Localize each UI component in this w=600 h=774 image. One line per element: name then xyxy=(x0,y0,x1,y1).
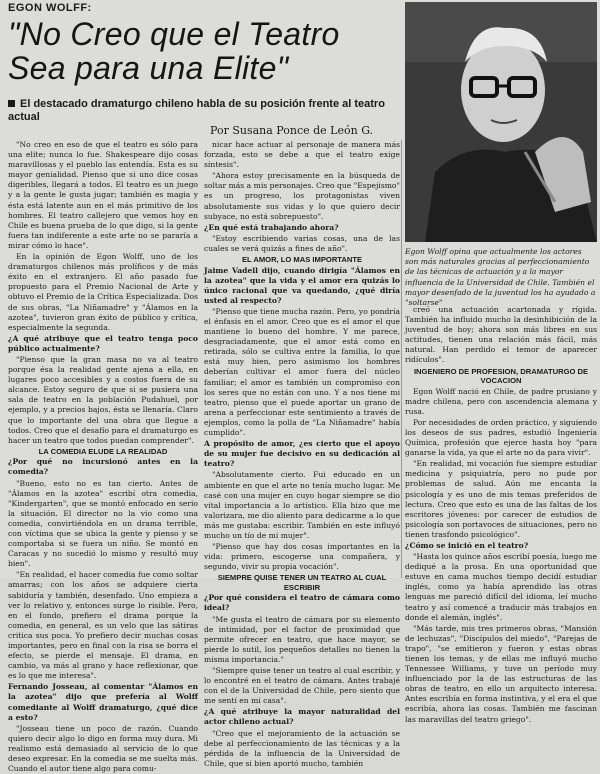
paragraph: "Creo que el mejoramiento de la actuación se debe al perfeccionamiento de las técnicas y a la pérdida de la influencia de la Universidad de Chile, que si bien aportó mucho, también xyxy=(204,728,400,768)
subheading: INGENIERO DE PROFESION, DRAMATURGO DE VOCACION xyxy=(413,366,589,386)
kicker: EGON WOLFF: xyxy=(8,2,92,14)
subheading: LA COMEDIA ELUDE LA REALIDAD xyxy=(38,446,168,456)
paragraph: "Pienso que tiene mucha razón. Pero, yo pondría el énfasis en el amor. Creo que es el amor el que mantiene lo bueno del hombre. Y me parece, desgraciadamente, que el amor está como en retirada, sólo se cultiva entre la familia, lo que está muy bien, pero asimismo los hombres deberían cultivar el amor fuera del núcleo familiar; el amor es también un compromiso con los seres que no están con uno. Y a nos tiene mi teatro, pienso que el puede aportar un grano de arena a perfeccionar este sentimiento a través de ejemplos, como la polla de "La Niñamadre" había cumplido". xyxy=(204,306,400,438)
byline: Por Susana Ponce de León G. xyxy=(210,124,374,137)
deck-text: El destacado dramaturgo chileno habla de su posición frente al teatro actual xyxy=(8,98,385,123)
portrait-photo xyxy=(405,2,597,242)
paragraph: "Hasta los quince años escribí poesía, luego me dediqué a la prosa. En una oportunidad que estuve en cama muchos tiempo decidí estudiar inglés, como ya había aprendido las otras lenguas me pareció difícil del idioma, leí mucho teatro y así comencé a traducir más trabajos en donde el alemán, inglés". xyxy=(405,552,597,622)
column-3 xyxy=(405,305,597,724)
interview-question: ¿A qué atribuye la mayor naturalidad del actor chileno actual? xyxy=(204,707,400,727)
headline: "No Creo que el Teatro Sea para una Elite" xyxy=(8,16,340,86)
portrait-illustration xyxy=(405,2,597,242)
interview-question: ¿Cómo se inició en el teatro? xyxy=(405,540,529,550)
column-divider xyxy=(401,140,402,578)
interview-question: ¿Por qué no incursionó antes en la comedia? xyxy=(8,457,198,477)
paragraph: "Josseau tiene un poco de razón. Cuando quiero decir algo lo digo en forma muy dura. Mi realismo está demasiado al servicio de lo que deseo expresar. En la comedia se me suelta más. Cuando el autor tiene algo para comu- xyxy=(8,723,198,774)
paragraph: creó una actuación acartonada y rígida. También ha influido mucho la desinhibición de la juventud de hoy; ahora son más libres en sus actitudes, tienen una relación más fácil, más natural. Han perdido el temor de aparecer ridículos". xyxy=(405,305,597,365)
paragraph: "Pienso que la gran masa no va al teatro porque ésa la realidad gente ajena a ella, en lugares poco accesibles y a costos fuera de su alcance. Estoy seguro de que si se pusiera una sala de teatro en la población Pudahuel, por ejemplo, y a precios bajos, ésta se llenaría. Claro que lo importante del una obra que llegue a todos. Creo que el desafío para el dramaturgo es hacer un teatro que todos puedan comprender". xyxy=(8,354,198,445)
paragraph: En la opinión de Egon Wolff, uno de los dramaturgos chilenos más prolíficos y de más éxito en el extranjero. El año pasado fue propuesto para el Premio Nacional de Arte y obtuvo el Premio de la Crítica Especializada. Dos de sus obras, "La Niñamadre" y "Álamos en la azotea", tuvieron gran éxito de público y crítica, especialmente la segunda. xyxy=(8,252,198,332)
subheading: SIEMPRE QUISE TENER UN TEATRO AL CUAL ESCRIBIR xyxy=(217,573,387,592)
column-1 xyxy=(8,140,198,774)
interview-question: ¿A qué atribuye que el teatro tenga poco público actualmente? xyxy=(8,333,198,353)
paragraph: "No creo en eso de que el teatro es sólo para una elite; nunca lo fue. Shakespeare dijo cosas maravillosas y el pueblo las entendía. Esta es su mayor genialidad. Pienso que si uno dice cosas digeribles, llegará a todos. El teatro es un juego y a la gente le gusta jugar; también es magia y ésta está latente aun en el más primitivo de los hombres. El teatro callejero que vemos hoy en Chile es buena prueba de lo que digo, si la gente fuera tan indiferente a este arte no se pararía a mirar cómo lo hace". xyxy=(8,140,198,250)
paragraph: "En realidad, mi vocación fue siempre estudiar medicina y psiquiatría, pero no pude por problemas de salud. Aún me encanta la psicología y es uno de mis temas preferidos de lectura. Creo que esto es una de las faltas de los escritores jóvenes: por carecer de estudios de psicología son portavoces de situaciones, pero no tienen trasfondo psicológico". xyxy=(405,459,597,539)
paragraph: Por necesidades de orden práctico, y siguiendo los deseos de sus padres, estudió Ingeniería Química, profesión que ejerce hasta hoy "para ganarse la vida, ya que el arte no da para vivir". xyxy=(405,417,597,458)
square-bullet-icon xyxy=(8,100,15,107)
photo-caption: Egon Wolff opina que actualmente los actores son más naturales gracias al perfeccionamiento de las técnicas de actuación y a la mayor influencia de la Universidad de Chile. También el mayor desenfado de la juventud los ha ayudado a "soltarse" xyxy=(405,247,596,308)
paragraph: "Más tarde, mis tres primeros obras, "Mansión de lechuzas", "Discípulos del miedo", "Parejas de trapo", "se emitieron y fueron y estas obras tienen los temas, y de ellas me influyó mucho Tennessee Williams, y tuve un período muy influenciado por la de las estructuras de las obras de teatro, en ello un arquitecto interesa. Antes escribía en forma instintiva, y el era el que escribía, ahora las cosas. También me fascinan las maravillas del teatro griego". xyxy=(405,623,597,724)
paragraph: "Bueno, esto no es tan cierto. Antes de "Álamos en la azotea" escribí otra comedia, "Kindergarten", que se montó enfocado en serio la situación. El director no la vio como una comedia, convirtiéndola en un drama terrible, con víctima que se ubica la gente y pienso y se comportaba si se fuera un niño. Se montó en Caracas y no sucedió lo mismo y resultó muy bien". xyxy=(8,478,198,569)
interview-question: Jaime Vadell dijo, cuando dirigía "Álamos en la azotea" que la vida y el amor era quizás lo único racional que va quedando, ¿qué diría usted al respecto? xyxy=(204,265,400,305)
paragraph: "En realidad, el hacer comedia fue como soltar amarras; con los años se adquiere cierta sabiduría y también, desenfado. Uno empieza a ver lo relativo y, entonces surge lo risible. Pero, en el fondo, prefiero el drama porque la comedia, en general, es un velo que las sátiras critica sus poca. Yo prefiero decir muchas cosas importantes, pero en final con la risa se borra el efecto, se pierde el mensaje. El drama, en cambio, va más al grano y hace reflexionar, que es lo que me interesa". xyxy=(8,570,198,681)
subheading: EL AMOR, LO MAS IMPORTANTE xyxy=(241,255,363,265)
interview-question: ¿Por qué considera el teatro de cámara como ideal? xyxy=(204,593,400,613)
interview-question: A propósito de amor, ¿es cierto que el apoyo de su mujer fue decisivo en su dedicación al teatro? xyxy=(204,439,400,469)
interview-question: ¿En qué está trabajando ahora? xyxy=(204,222,339,232)
paragraph: "Me gusta el teatro de cámara por su elemento de intimidad, por el factor de proximidad que permite ofrecer en teatro, que hace mayor, se pierde lo sutil, los pequeños detalles no tienen la misma importancia." xyxy=(204,614,400,664)
paragraph: "Estoy escribiendo varias cosas, una de las cuales se verá quizás a fines de año". xyxy=(204,233,400,253)
interview-question: Fernando Josseau, al comentar "Álamos en la azotea" dijo que prefería al Wolff comediante al Wolff dramaturgo, ¿qué dice a esto? xyxy=(8,682,198,722)
paragraph: "Siempre quise tener un teatro al cual escribir, y lo encontré en el teatro de cámara. Antes trabajé con el de la Universidad de Chile, pero siento que me sentí en mi casa". xyxy=(204,666,400,706)
paragraph: "Ahora estoy precisamente en la búsqueda de soltar más a mis personajes. Creo que "Espejismo" es un progreso, los protagonistas viven absolutamente sus vidas y lo que quiero decir subyace, no está sobrepuesto". xyxy=(204,171,400,221)
paragraph: Egon Wolff nació en Chile, de padre prusiano y madre chilena, pero con ascendencia alemana y rusa. xyxy=(405,386,597,416)
column-2 xyxy=(204,140,400,768)
paragraph: "Absolutamente cierto. Fui educado en un ambiente en que el arte no tenía mucho lugar. Me casé con una mujer en cuyo hogar siempre se dio vital importancia a lo artístico. Ella hizo que me valorizara, me dio aliento para dedicarme a lo que más me gustaba: escribir. También en este influyó mucho un tío de mi mujer". xyxy=(204,470,400,540)
paragraph: "Pienso que hay dos cosas importantes en la vida: primero, escogerse una compañera, y segundo, vivir su propia vocación". xyxy=(204,542,400,572)
deck xyxy=(8,98,408,124)
paragraph: nicar hace actuar al personaje de manera más forzada, esto se debe a que el teatro exige síntesis". xyxy=(204,140,400,170)
